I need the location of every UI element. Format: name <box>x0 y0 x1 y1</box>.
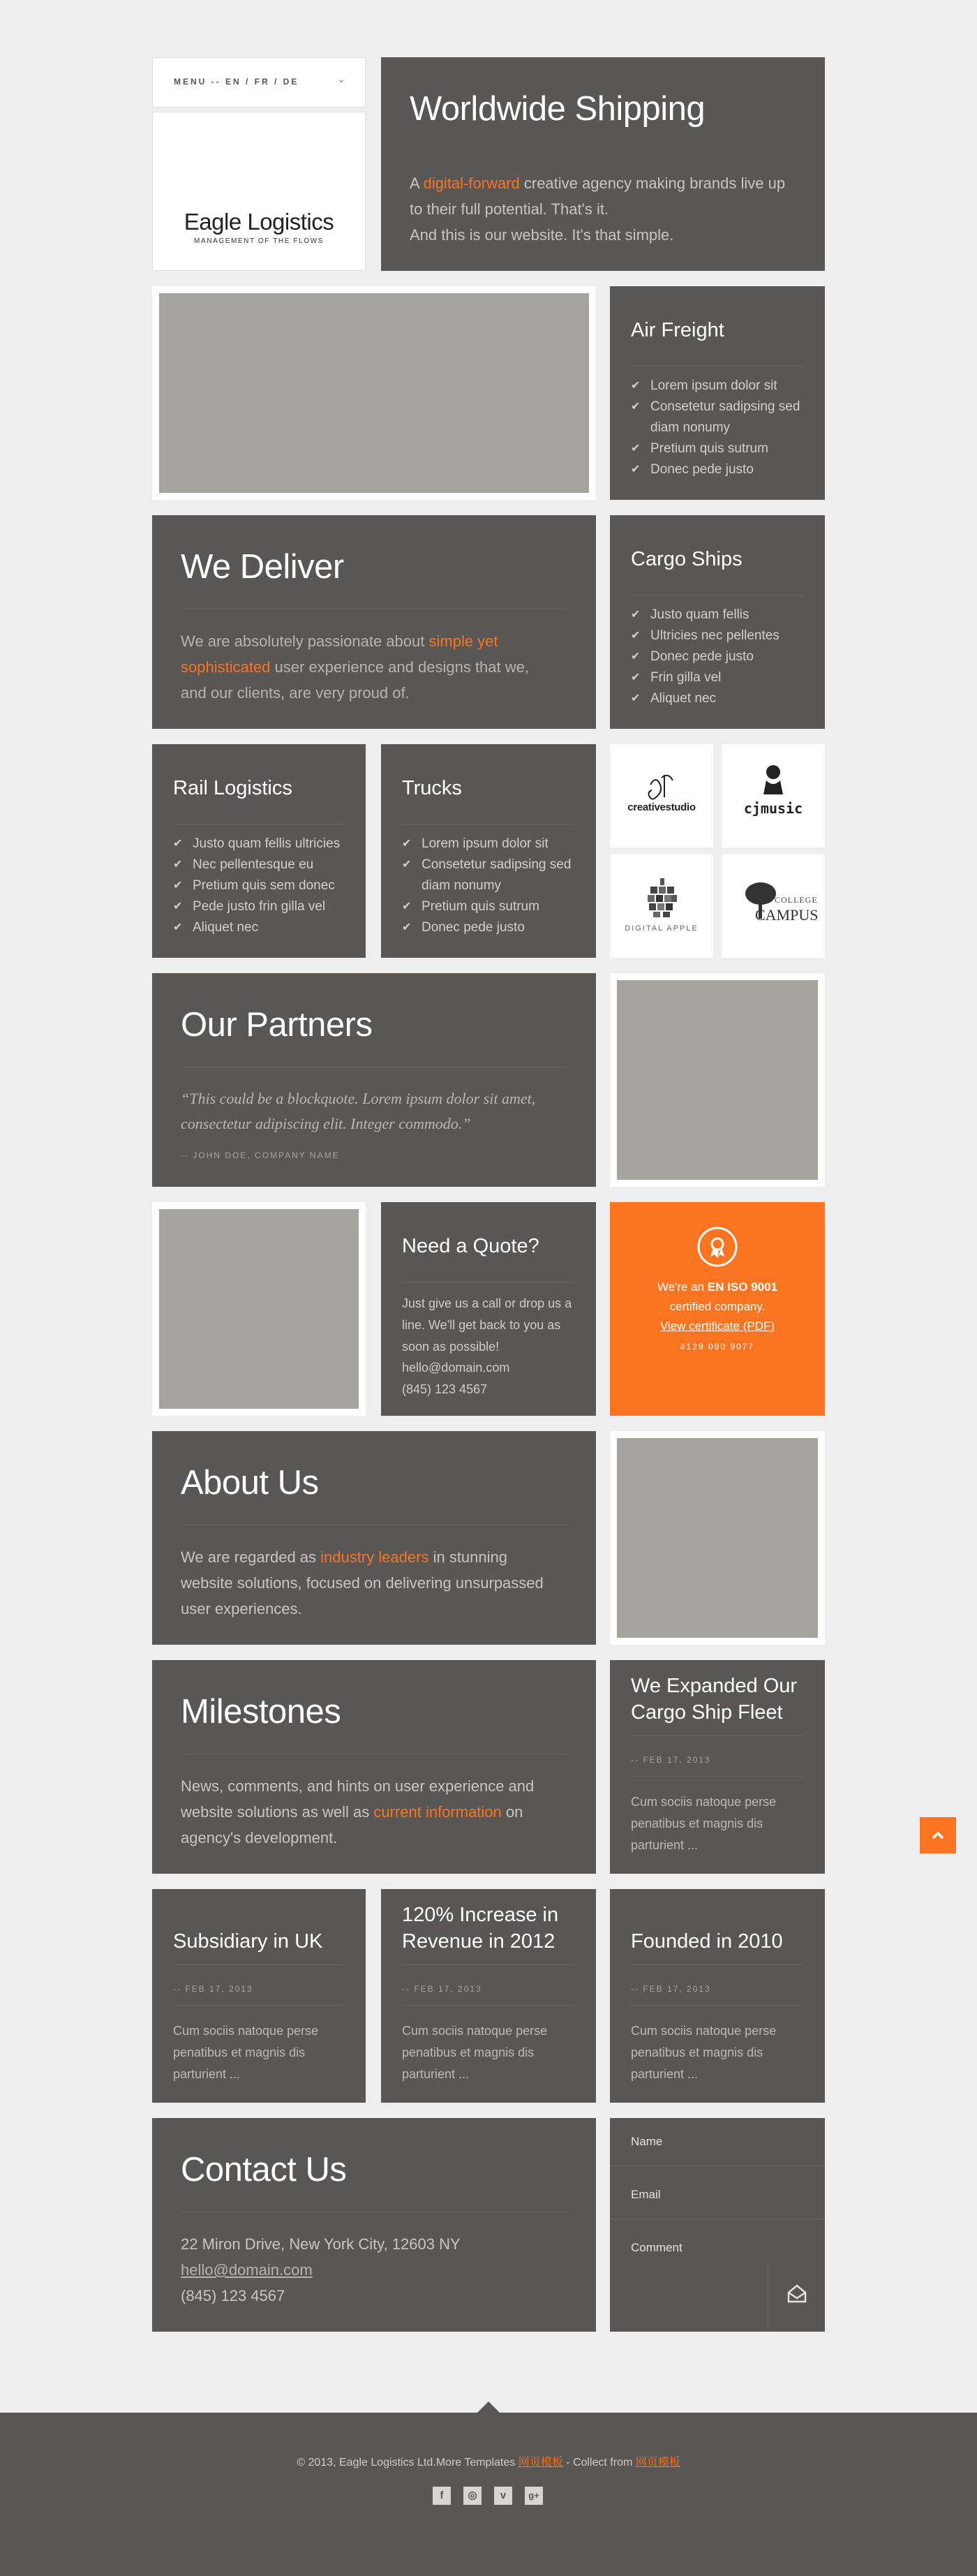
check-icon: ✔ <box>173 859 183 871</box>
iso-tile <box>610 1202 825 1416</box>
list-item <box>631 376 812 397</box>
iso-line2: certified company. <box>669 1300 766 1313</box>
about-accent-link[interactable]: industry leaders <box>320 1548 429 1566</box>
check-icon: ✔ <box>631 630 641 642</box>
partners-title: Our Partners <box>181 1006 373 1044</box>
photo-placeholder <box>152 286 596 500</box>
list-item <box>631 438 812 459</box>
check-icon: ✔ <box>631 401 641 413</box>
list-item <box>631 688 812 709</box>
partner-logo-digital-apple[interactable] <box>610 854 713 958</box>
contact-form <box>610 2118 825 2332</box>
partner-logo-cjmusic[interactable] <box>722 744 825 847</box>
hero-text: A digital-forward creative agency making brands live up to their full potential. That's it. And this is our website. It's that simple. <box>410 175 786 244</box>
language-menu[interactable] <box>152 57 366 108</box>
creativestudio-text: creativestudio <box>627 801 696 813</box>
back-to-top-button[interactable] <box>920 1817 956 1853</box>
list-item-label: Aliquet nec <box>193 920 259 935</box>
news-title: Subsidiary in UK <box>173 1930 323 1953</box>
we-deliver-title: We Deliver <box>181 548 344 586</box>
news-excerpt: Cum sociis natoque perse penatibus et magnis dis parturient ... <box>402 2024 548 2081</box>
check-icon: ✔ <box>631 672 641 683</box>
iso-number: #129 090 9077 <box>680 1342 755 1352</box>
check-icon: ✔ <box>631 464 641 475</box>
google-plus-icon[interactable]: g+ <box>525 2487 543 2505</box>
contact-phone: (845) 123 4567 <box>181 2287 285 2304</box>
list-item <box>631 646 812 667</box>
menu-label: MENU -- EN / FR / DE <box>174 77 299 87</box>
contact-title: Contact Us <box>181 2151 347 2189</box>
rail-logistics-list <box>173 834 355 938</box>
contact-address: 22 Miron Drive, New York City, 12603 NY <box>181 2235 461 2253</box>
check-icon: ✔ <box>631 609 641 621</box>
logo-tagline: MANAGEMENT OF THE FLOWS <box>194 237 324 245</box>
we-deliver-tile <box>152 515 596 729</box>
check-icon: ✔ <box>402 921 412 933</box>
list-item-label: Donec pede justo <box>650 649 754 664</box>
list-item <box>173 917 355 938</box>
news-date: -- FEB 17, 2013 <box>173 1984 253 1994</box>
hero-accent-link[interactable]: digital-forward <box>423 175 520 192</box>
list-item-label: Donec pede justo <box>422 920 525 935</box>
photo-placeholder <box>610 1431 825 1645</box>
check-icon: ✔ <box>173 838 183 850</box>
chevron-up-icon <box>930 1827 946 1844</box>
milestones-accent-link[interactable]: current information <box>373 1803 502 1821</box>
news-card[interactable] <box>152 1889 366 2103</box>
we-deliver-accent-link[interactable]: simple yet sophisticated <box>181 632 498 676</box>
news-title: Founded in 2010 <box>631 1930 783 1953</box>
news-title: We Expanded Our Cargo Ship Fleet <box>631 1675 798 1724</box>
list-item-label: Nec pellentesque eu <box>193 857 314 872</box>
news-date: -- FEB 17, 2013 <box>631 1984 711 1994</box>
footer-link-templates[interactable]: 网页模板 <box>518 2457 563 2468</box>
campus-text: CAMPUS <box>755 906 819 924</box>
our-partners-tile <box>152 973 596 1187</box>
quote-text: Just give us a call or drop us a line. We'll get back to you as soon as possible! <box>402 1296 572 1354</box>
iso-certificate-link[interactable]: View certificate (PDF) <box>659 1319 775 1333</box>
milestones-title: Milestones <box>181 1693 341 1731</box>
about-tile <box>152 1431 596 1645</box>
news-excerpt: Cum sociis natoque perse penatibus et magnis dis parturient ... <box>631 1795 777 1852</box>
partners-cite: -- JOHN DOE, COMPANY NAME <box>181 1150 340 1160</box>
check-icon: ✔ <box>173 901 183 912</box>
list-item <box>173 896 355 917</box>
vimeo-icon[interactable]: v <box>494 2487 512 2505</box>
cargo-ships-title: Cargo Ships <box>631 548 743 570</box>
partner-logo-college-campus[interactable] <box>722 854 825 958</box>
logo[interactable] <box>152 112 366 271</box>
footer <box>0 2413 977 2576</box>
air-freight-title: Air Freight <box>631 319 724 341</box>
check-icon: ✔ <box>173 880 183 891</box>
list-item-label: Consetetur sadipsing sed diam nonumy <box>422 857 572 893</box>
list-item-label: Pretium quis sem donec <box>193 878 335 893</box>
award-icon <box>696 1226 738 1268</box>
digital-apple-text: DIGITAL APPLE <box>625 924 699 933</box>
news-excerpt: Cum sociis natoque perse penatibus et magnis dis parturient ... <box>631 2024 777 2081</box>
trucks-title: Trucks <box>402 777 462 799</box>
rail-logistics-tile <box>152 744 366 958</box>
dribbble-icon[interactable]: ◎ <box>463 2487 482 2505</box>
quote-title: Need a Quote? <box>402 1235 539 1257</box>
about-text: We are regarded as industry leaders in stunning website solutions, focused on delivering unsurpassed user experiences. <box>181 1548 544 1618</box>
list-item-label: Justo quam fellis <box>650 607 749 622</box>
news-card[interactable] <box>381 1889 596 2103</box>
email-field[interactable]: Email <box>631 2188 661 2201</box>
list-item-label: Pretium quis sutrum <box>650 441 768 456</box>
milestones-tile <box>152 1660 596 1874</box>
creativestudio-logo-icon <box>610 744 713 847</box>
iso-line1: We're an EN ISO 9001 <box>657 1280 778 1294</box>
send-button[interactable] <box>768 2262 825 2332</box>
quote-email[interactable]: hello@domain.com <box>402 1361 510 1375</box>
list-item <box>173 875 355 896</box>
list-item <box>402 834 583 854</box>
comment-field[interactable]: Comment <box>631 2241 683 2254</box>
pixel-apple-icon <box>610 854 713 958</box>
trucks-list <box>402 834 583 938</box>
photo-placeholder <box>152 1202 366 1416</box>
we-deliver-text: We are absolutely passionate about simple yet sophisticated user experience and designs that we, and our clients, are very proud of. <box>181 632 529 702</box>
list-item <box>402 896 583 917</box>
footer-copyright: © 2013, Eagle Logistics Ltd.More Templates 网页模板 - Collect from 网页模板 <box>297 2457 680 2468</box>
check-icon: ✔ <box>631 443 641 454</box>
news-date: -- FEB 17, 2013 <box>631 1755 711 1765</box>
quote-phone: (845) 123 4567 <box>402 1382 488 1396</box>
about-title: About Us <box>181 1464 319 1502</box>
news-date: -- FEB 17, 2013 <box>402 1984 482 1994</box>
cargo-ships-list <box>631 605 812 709</box>
list-item-label: Aliquet nec <box>650 691 717 706</box>
rail-logistics-title: Rail Logistics <box>173 777 292 799</box>
list-item-label: Pretium quis sutrum <box>422 899 539 914</box>
check-icon: ✔ <box>631 693 641 704</box>
send-mail-icon <box>786 2283 807 2304</box>
partner-logo-creativestudio[interactable] <box>610 744 713 847</box>
milestones-text: News, comments, and hints on user experience and website solutions as well as current information on agency's development. <box>181 1777 535 1846</box>
music-figure-icon <box>722 744 825 847</box>
quote-tile <box>381 1202 596 1416</box>
list-item <box>173 834 355 854</box>
list-item <box>631 667 812 688</box>
trucks-tile <box>381 744 596 958</box>
check-icon: ✔ <box>402 901 412 912</box>
chevron-down-icon: ⌄ <box>337 73 345 84</box>
contact-tile <box>152 2118 596 2332</box>
name-field[interactable]: Name <box>631 2135 663 2148</box>
hero-title: Worldwide Shipping <box>410 90 706 128</box>
air-freight-tile <box>610 286 825 500</box>
news-excerpt: Cum sociis natoque perse penatibus et magnis dis parturient ... <box>173 2024 319 2081</box>
list-item-label: Frin gilla vel <box>650 670 722 685</box>
air-freight-list <box>631 376 812 480</box>
news-card[interactable] <box>610 1660 825 1874</box>
cargo-ships-tile <box>610 515 825 729</box>
list-item-label: Donec pede justo <box>650 462 754 477</box>
list-item-label: Consetetur sadipsing sed diam nonumy <box>650 399 800 435</box>
news-card[interactable] <box>610 1889 825 2103</box>
list-item <box>402 854 583 896</box>
list-item <box>631 605 812 626</box>
check-icon: ✔ <box>402 838 412 850</box>
photo-placeholder <box>610 973 825 1187</box>
list-item <box>402 917 583 938</box>
list-item <box>631 626 812 646</box>
partners-quote: “This could be a blockquote. Lorem ipsum dolor sit amet, consectetur adipiscing elit. Integer commodo.” <box>181 1090 536 1132</box>
list-item-label: Pede justo frin gilla vel <box>193 899 326 914</box>
logo-name: Eagle Logistics <box>184 209 334 235</box>
list-item <box>631 459 812 480</box>
facebook-icon[interactable]: f <box>433 2487 451 2505</box>
footer-link-collect[interactable]: 网页模板 <box>635 2457 680 2468</box>
news-title: 120% Increase in Revenue in 2012 <box>402 1904 559 1953</box>
check-icon: ✔ <box>631 380 641 392</box>
check-icon: ✔ <box>631 651 641 662</box>
list-item <box>173 854 355 875</box>
list-item-label: Lorem ipsum dolor sit <box>422 836 549 851</box>
list-item-label: Ultricies nec pellentes <box>650 628 780 643</box>
cjmusic-text: cjmusic <box>743 800 803 817</box>
check-icon: ✔ <box>402 859 412 871</box>
list-item-label: Justo quam fellis ultricies <box>193 836 341 851</box>
college-text: COLLEGE <box>775 895 818 905</box>
list-item <box>631 397 812 438</box>
list-item-label: Lorem ipsum dolor sit <box>650 378 777 393</box>
hero-tile <box>381 57 825 271</box>
check-icon: ✔ <box>173 921 183 933</box>
contact-email-link[interactable]: hello@domain.com <box>181 2261 313 2279</box>
